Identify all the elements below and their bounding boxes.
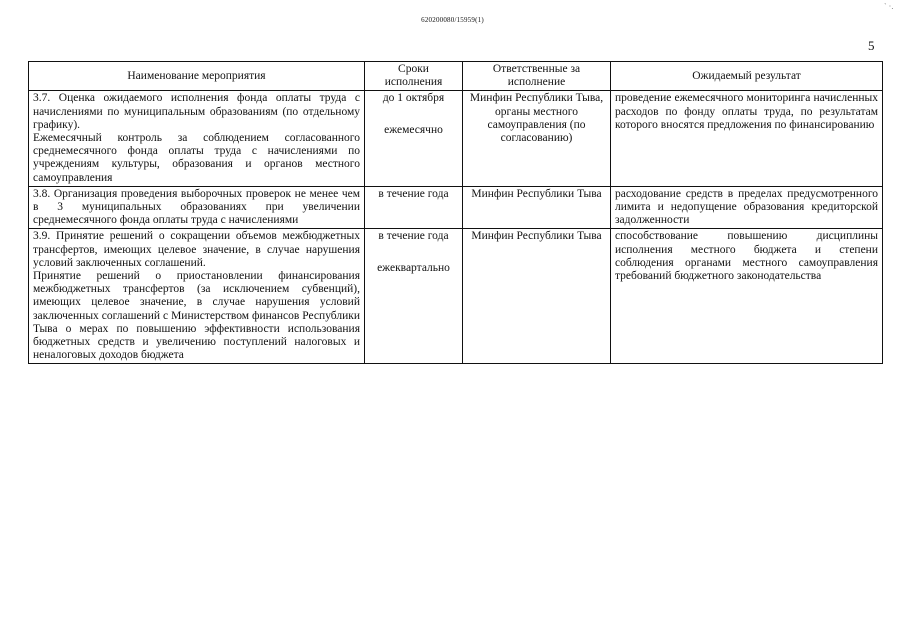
result-cell: проведение ежемесячного мониторинга начисленных расходов по фонду оплаты труда, по результатам которого вносятся предложения по финансированию: [611, 91, 883, 186]
deadline-text: в течение года: [378, 187, 449, 200]
measure-text: 3.9. Принятие решений о сокращении объемов межбюджетных трансфертов, имеющих целевое значение, в случае нарушения условий заключенных соглашений.: [33, 230, 360, 269]
deadline-cell: [365, 91, 463, 186]
deadline-cell: [365, 229, 463, 364]
measure-text: Принятие решений о приостановлении финансирования межбюджетных трансфертов (за исключением субвенций), имеющих целевое значение, в случае нарушения условий заключенных соглашений с Министерством финансов Республики Тыва о мерах по повышению эффективности использования бюджетных средств и увеличению поступлений налоговых и неналоговых доходов бюджета: [33, 270, 360, 362]
document-number: 620200080/15959(1): [421, 16, 484, 24]
table-row: [29, 186, 883, 229]
column-header-deadline: Сроки исполнения: [365, 62, 463, 91]
column-header-result: Ожидаемый результат: [611, 62, 883, 91]
measure-name-cell: [29, 91, 365, 186]
deadline-text: ежеквартально: [377, 261, 450, 274]
column-header-name: Наименование мероприятия: [29, 62, 365, 91]
column-header-responsible: Ответственные за исполнение: [463, 62, 611, 91]
responsible-cell: Минфин Республики Тыва, органы местного самоуправления (по согласованию): [463, 91, 611, 186]
measure-name-cell: [29, 186, 365, 229]
table-header: [29, 62, 883, 91]
measure-text: 3.8. Организация проведения выборочных проверок не менее чем в 3 муниципальных образованиях при увеличении среднемесячного фонда оплаты труда с начислениями: [33, 187, 360, 227]
deadline-text: до 1 октября: [382, 92, 445, 105]
responsible-cell: Минфин Республики Тыва: [463, 186, 611, 229]
corner-mark: ` ·.: [884, 2, 894, 11]
measure-name-cell: [29, 229, 365, 364]
deadline-cell: [365, 186, 463, 229]
measures-table: [28, 61, 883, 364]
measure-text: Ежемесячный контроль за соблюдением согласованного среднемесячного фонда оплаты труда с начислениями по учреждениям культуры, образования и органов местного самоуправления: [33, 132, 360, 184]
table-row: [29, 229, 883, 364]
deadline-text: ежемесячно: [384, 123, 443, 136]
table-row: [29, 91, 883, 186]
page-number: 5: [868, 38, 875, 53]
responsible-cell: Минфин Республики Тыва: [463, 229, 611, 364]
deadline-text: в течение года: [378, 230, 449, 243]
result-cell: способствование повышению дисциплины исполнения местного бюджета и степени соблюдения органами местного самоуправления требований бюджетного законодательства: [611, 229, 883, 364]
result-cell: расходование средств в пределах предусмотренного лимита и недопущение образования кредиторской задолженности: [611, 186, 883, 229]
measure-text: 3.7. Оценка ожидаемого исполнения фонда оплаты труда с начислениями по муниципальным образованиям (по отдельному графику).: [33, 92, 360, 131]
